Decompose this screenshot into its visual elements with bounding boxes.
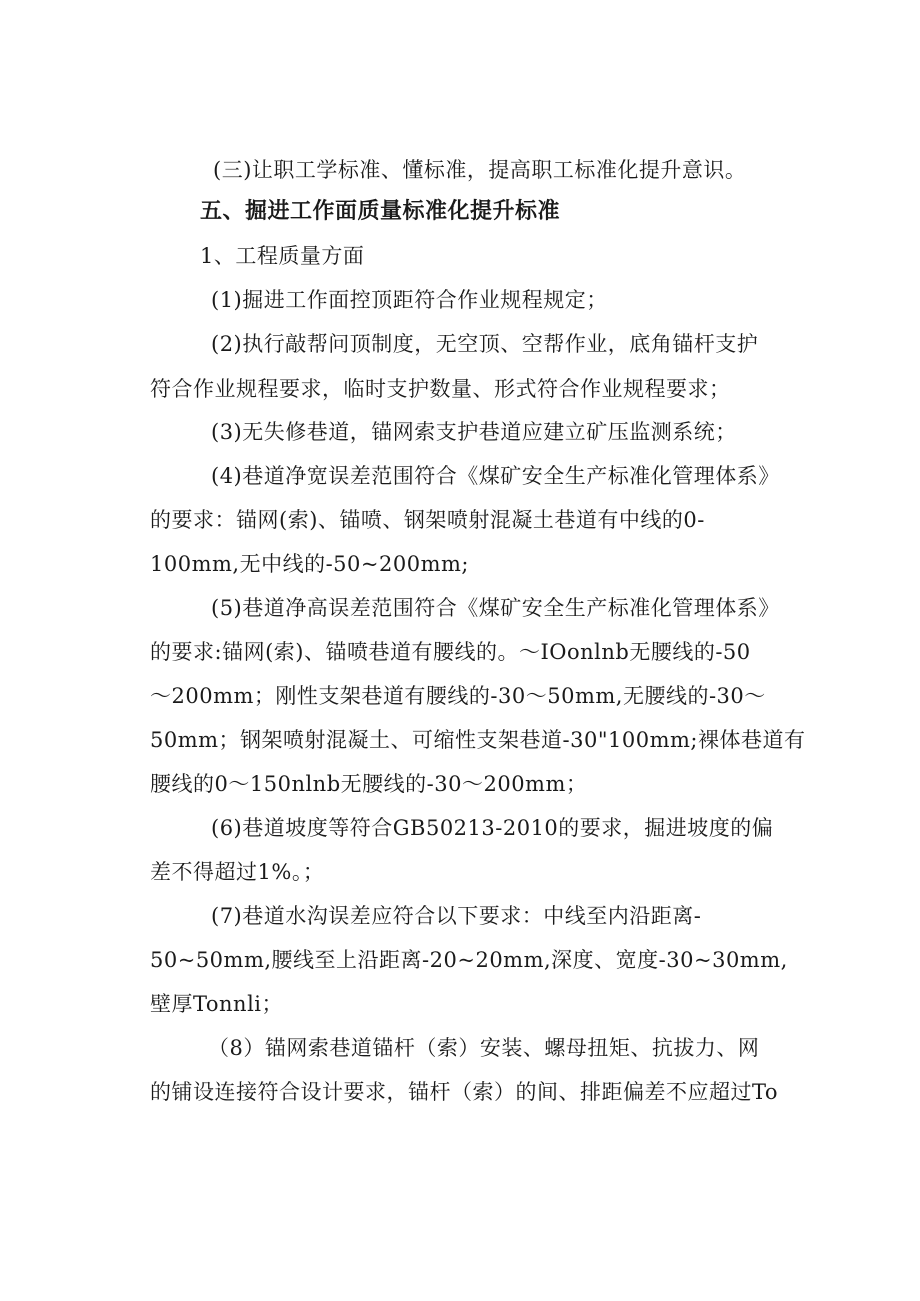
subsection-title-engineering-quality: 1、工程质量方面 [200, 244, 365, 268]
paragraph-3-intro: (三)让职工学标准、懂标准，提高职工标准化提升意识。 [213, 158, 747, 182]
item-8-line-2: 的铺设连接符合设计要求，锚杆（索）的间、排距偏差不应超过To [150, 1080, 779, 1104]
item-6-line-2: 差不得超过1%。； [150, 860, 325, 884]
item-4-line-3: 100mm,无中线的-50~200mm; [150, 552, 469, 576]
item-7-line-1: (7)巷道水沟误差应符合以下要求：中线至内沿距离- [211, 904, 702, 928]
item-1-text: (1)掘进工作面控顶距符合作业规程规定； [211, 288, 608, 312]
item-3-text: (3)无失修巷道，锚网索支护巷道应建立矿压监测系统； [211, 420, 737, 444]
item-2-line-1: (2)执行敲帮问顶制度，无空顶、空帮作业，底角锚杆支护 [211, 332, 759, 356]
item-7-line-3: 壁厚Tonnli； [150, 992, 284, 1016]
item-5-line-1: (5)巷道净高误差范围符合《煤矿安全生产标准化管理体系》 [211, 596, 780, 620]
item-4-line-2: 的要求：锚网(索)、锚喷、钢架喷射混凝土巷道有中线的0- [150, 508, 705, 532]
item-6-line-1: (6)巷道坡度等符合GB50213-2010的要求，掘进坡度的偏 [211, 816, 774, 840]
item-7-line-2: 50~50mm,腰线至上沿距离-20~20mm,深度、宽度-30~30mm, [150, 948, 788, 972]
section-heading-five: 五、掘进工作面质量标准化提升标准 [200, 199, 561, 224]
item-5-line-2: 的要求:锚网(索)、锚喷巷道有腰线的。～IOonlnb无腰线的-50 [150, 640, 751, 664]
item-4-line-1: (4)巷道净宽误差范围符合《煤矿安全生产标准化管理体系》 [211, 464, 780, 488]
item-8-line-1: （8）锚网索巷道锚杆（索）安装、螺母扭矩、抗拔力、网 [208, 1036, 760, 1060]
item-5-line-5: 腰线的0～150nlnb无腰线的-30～200mm； [150, 772, 588, 796]
item-5-line-4: 50mm；钢架喷射混凝土、可缩性支架巷道-30"100mm;裸体巷道有 [150, 728, 806, 752]
item-2-line-2: 符合作业规程要求，临时支护数量、形式符合作业规程要求； [150, 377, 731, 401]
item-5-line-3: ～200mm；刚性支架巷道有腰线的-30～50mm,无腰线的-30～ [150, 684, 766, 708]
